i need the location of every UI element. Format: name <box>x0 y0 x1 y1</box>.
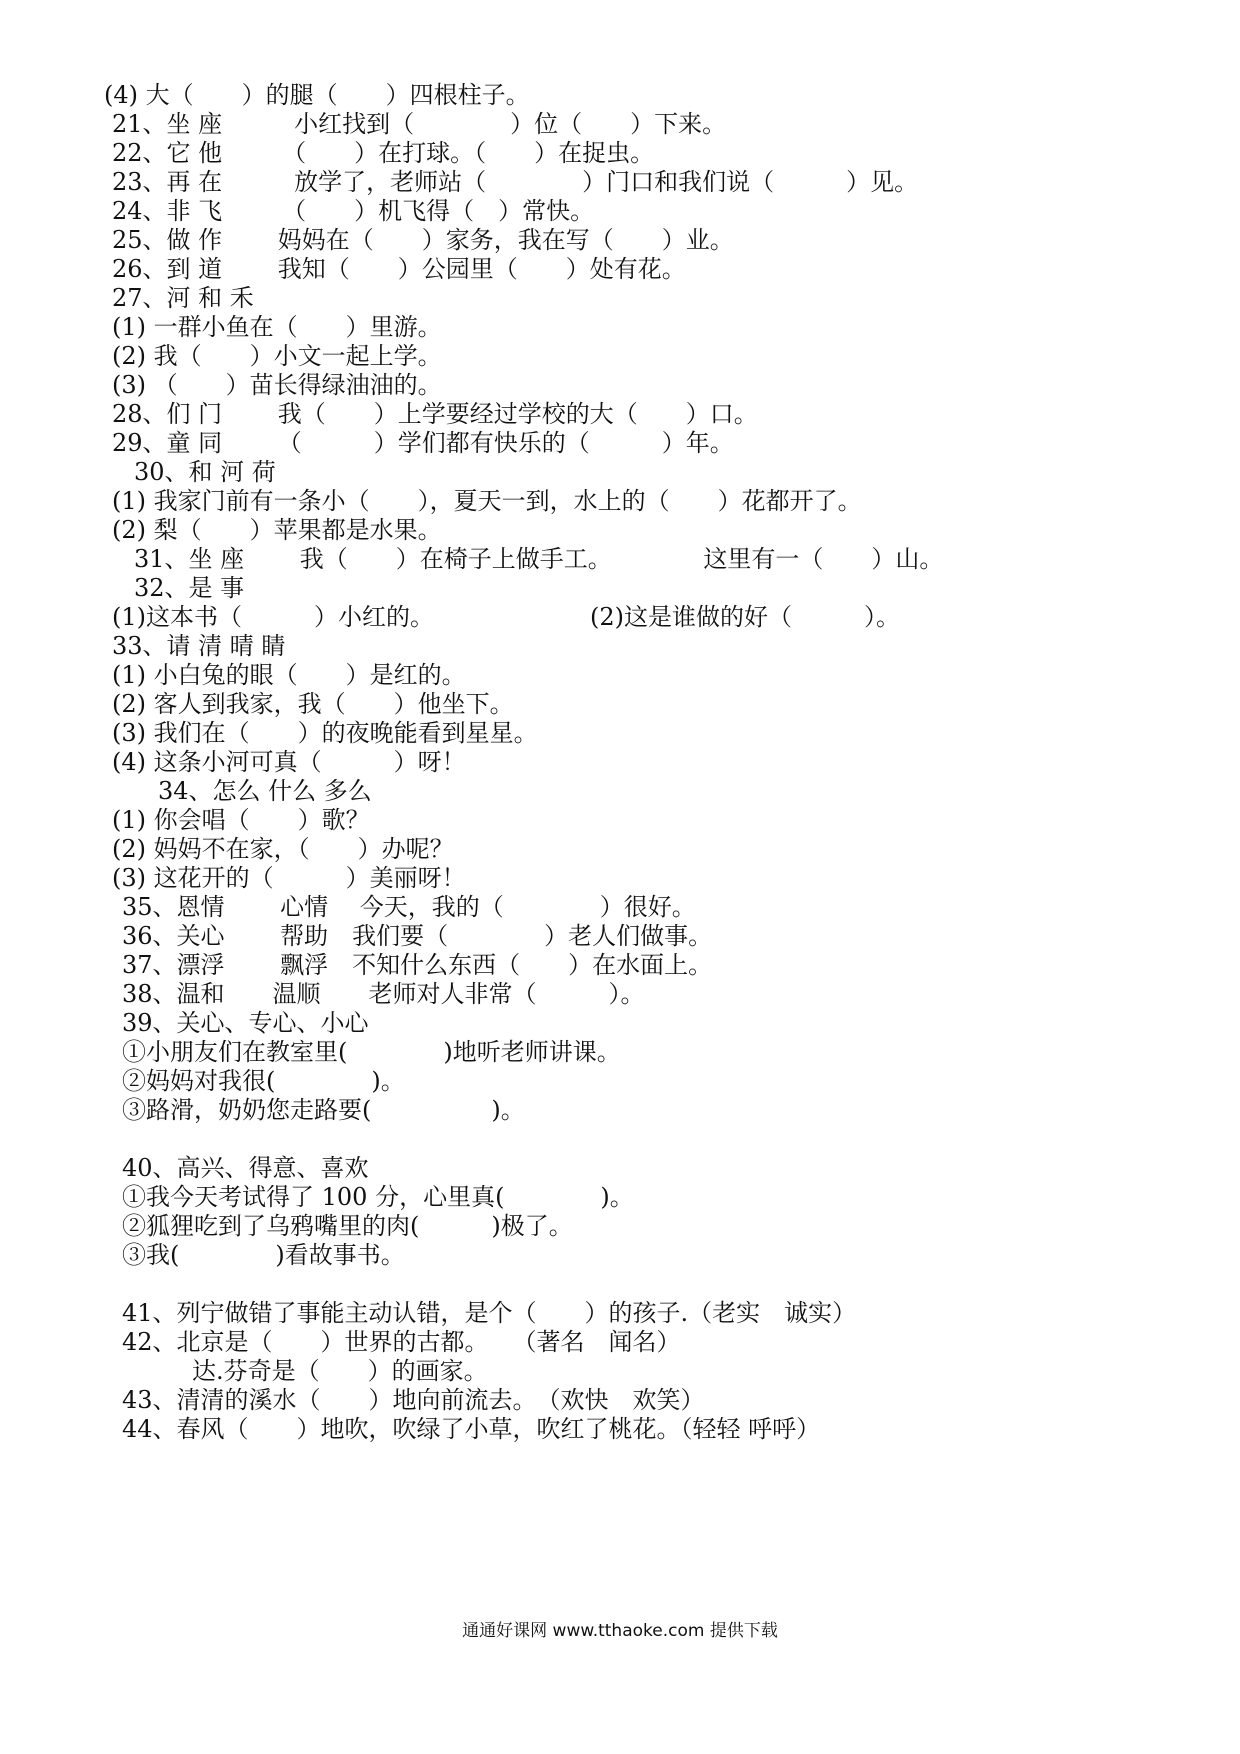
exercise-line: 41、列宁做错了事能主动认错，是个（ ）的孩子.（老实 诚实） <box>122 1299 857 1327</box>
exercise-line: 21、坐 座 小红找到（ ）位（ ）下来。 <box>112 110 727 138</box>
exercise-line: 34、怎么 什么 多么 <box>158 777 372 805</box>
exercise-line: (3) 我们在（ ）的夜晚能看到星星。 <box>112 719 538 747</box>
exercise-line: 30、和 河 荷 <box>134 458 276 486</box>
exercise-line: 达.芬奇是（ ）的画家。 <box>192 1357 488 1385</box>
exercise-line: ①小朋友们在教室里( )地听老师讲课。 <box>122 1038 621 1066</box>
exercise-line: (4) 大（ ）的腿（ ）四根柱子。 <box>104 81 530 109</box>
exercise-line: 35、恩情 心情 今天，我的（ ）很好。 <box>122 893 696 921</box>
exercise-line: 28、们 门 我（ ）上学要经过学校的大（ ）口。 <box>112 400 758 428</box>
exercise-line: (1) 我家门前有一条小（ ），夏天一到，水上的（ ）花都开了。 <box>112 487 862 515</box>
exercise-line: 24、非 飞 （ ）机飞得（ ）常快。 <box>112 197 595 225</box>
exercise-line: (2) 梨（ ）苹果都是水果。 <box>112 516 442 544</box>
exercise-line: (2) 妈妈不在家，（ ）办呢？ <box>112 835 454 863</box>
exercise-line: 27、河 和 禾 <box>112 284 254 312</box>
exercise-line: 32、是 事 <box>134 574 245 602</box>
exercise-line: (1) 一群小鱼在（ ）里游。 <box>112 313 442 341</box>
exercise-line: 37、漂浮 飘浮 不知什么东西（ ）在水面上。 <box>122 951 713 979</box>
exercise-line: 31、坐 座 我（ ）在椅子上做手工。 这里有一（ ）山。 <box>134 545 944 573</box>
exercise-line: 39、关心、专心、小心 <box>122 1009 369 1037</box>
exercise-line: 36、关心 帮助 我们要（ ）老人们做事。 <box>122 922 713 950</box>
exercise-line: 42、北京是（ ）世界的古都。 （著名 闻名） <box>122 1328 681 1356</box>
exercise-line: (2) 我（ ）小文一起上学。 <box>112 342 442 370</box>
exercise-line: 44、春风（ ）地吹，吹绿了小草，吹红了桃花。（轻轻 呼呼） <box>122 1415 821 1443</box>
exercise-line: ②狐狸吃到了乌鸦嘴里的肉( )极了。 <box>122 1212 573 1240</box>
exercise-line: ③我( )看故事书。 <box>122 1241 405 1269</box>
footer-source-text: 通通好课网 www.tthaoke.com 提供下载 <box>462 1621 778 1641</box>
exercise-line: 38、温和 温顺 老师对人非常（ ）。 <box>122 980 645 1008</box>
exercise-line: 33、请 清 晴 睛 <box>112 632 286 660</box>
exercise-line: 29、童 同 （ ）学们都有快乐的（ ）年。 <box>112 429 734 457</box>
exercise-line: 43、清清的溪水（ ）地向前流去。 （欢快 欢笑） <box>122 1386 705 1414</box>
exercise-line: 25、做 作 妈妈在（ ）家务，我在写（ ）业。 <box>112 226 734 254</box>
exercise-line: (3) 这花开的（ ）美丽呀！ <box>112 864 466 892</box>
exercise-line: 26、到 道 我知（ ）公园里（ ）处有花。 <box>112 255 686 283</box>
exercise-line: ②妈妈对我很( )。 <box>122 1067 405 1095</box>
exercise-line: (2) 客人到我家，我（ ）他坐下。 <box>112 690 514 718</box>
exercise-line: (1) 小白兔的眼（ ）是红的。 <box>112 661 466 689</box>
exercise-line: (1)这本书（ ）小红的。 (2)这是谁做的好（ ）。 <box>112 603 900 631</box>
exercise-line: 40、高兴、得意、喜欢 <box>122 1154 369 1182</box>
exercise-line: ①我今天考试得了 100 分，心里真( )。 <box>122 1183 634 1211</box>
exercise-line: (4) 这条小河可真（ ）呀！ <box>112 748 466 776</box>
exercise-line: ③路滑，奶奶您走路要( )。 <box>122 1096 525 1124</box>
exercise-line: (1) 你会唱（ ）歌？ <box>112 806 370 834</box>
exercise-line: 22、它 他 （ ）在打球。（ ）在捉虫。 <box>112 139 655 167</box>
exercise-line: 23、再 在 放学了，老师站（ ）门口和我们说（ ）见。 <box>112 168 919 196</box>
exercise-line: (3) （ ）苗长得绿油油的。 <box>112 371 442 399</box>
